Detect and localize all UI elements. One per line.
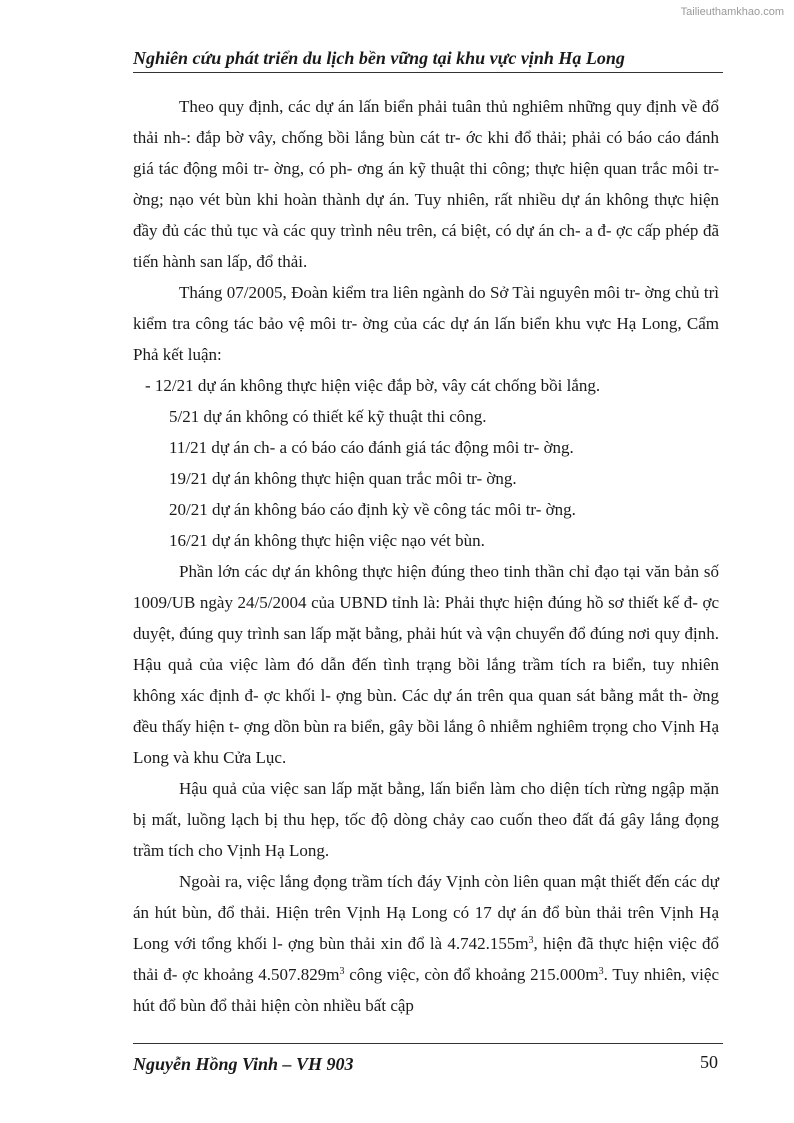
list-item: 11/21 dự án ch- a có báo cáo đánh giá tác động môi tr- ờng. [169,438,574,457]
watermark-text: Tailieuthamkhao.com [680,6,784,18]
paragraph-5 [133,866,719,1021]
paragraph-1: Theo quy định, các dự án lấn biển phải tuân thủ nghiêm những quy định về đổ thải nh-: đắp bờ vây, chống bồi lắng bùn cát tr- ớc khi đổ thải; phải có báo cáo đánh giá tác động môi tr- ờng, có ph- ơng án kỹ thuật thi công; thực hiện quan trắc môi tr- ờng; nạo vét bùn khi hoàn thành dự án. Tuy nhiên, rất nhiều dự án không thực hiện đầy đủ các thủ tục và các quy trình nêu trên, cá biệt, có dự án ch- a đ- ợc cấp phép đã tiến hành san lấp, đổ thải. [133,97,719,271]
paragraph-4: Hậu quả của việc san lấp mặt bằng, lấn biển làm cho diện tích rừng ngập mặn bị mất, luồng lạch bị thu hẹp, tốc độ dòng chảy cao cuốn theo đất đá gây lắng đọng trầm tích cho Vịnh Hạ Long. [133,779,719,860]
superscript: 3 [598,966,604,977]
superscript: 3 [339,966,345,977]
document-body [133,91,719,1021]
list-item: 20/21 dự án không báo cáo định kỳ về công tác môi tr- ờng. [169,500,576,519]
page-header-title: Nghiên cứu phát triển du lịch bền vững tại khu vực vịnh Hạ Long [133,48,625,68]
superscript: 3 [528,935,534,946]
list-item: - 12/21 dự án không thực hiện việc đắp bờ, vây cát chống bồi lắng. [145,376,601,395]
header-divider [133,72,723,73]
list-item: 5/21 dự án không có thiết kế kỹ thuật thi công. [169,407,487,426]
paragraph-5-part-c: công việc, còn đổ khoảng 215.000m [344,965,599,984]
list-item: 16/21 dự án không thực hiện việc nạo vét bùn. [169,531,485,550]
paragraph-3: Phần lớn các dự án không thực hiện đúng theo tinh thần chỉ đạo tại văn bản số 1009/UB ngày 24/5/2004 của UBND tỉnh là: Phải thực hiện đúng hồ sơ thiết kế đ- ợc duyệt, đúng quy trình san lấp mặt bằng, phải hút và vận chuyển đổ đúng nơi quy định. Hậu quả của việc làm đó dẫn đến tình trạng bồi lắng trầm tích ra biển, tuy nhiên không xác định đ- ợc khối l- ợng bùn. Các dự án trên qua quan sát bằng mắt th- ờng đều thấy hiện t- ợng dồn bùn ra biển, gây bồi lắng ô nhiễm nghiêm trọng cho Vịnh Hạ Long và khu Cửa Lục. [133,562,719,767]
paragraph-5-part-a: Ngoài ra, việc lắng đọng trầm tích đáy Vịnh còn liên quan mật thiết đến các dự án hút bùn, đổ thải. Hiện trên Vịnh Hạ Long có 17 dự án đổ bùn thải trên Vịnh Hạ Long với tổng khối l- ợng bùn thải xin đổ là 4.742.155m [133,872,719,953]
paragraph-2: Tháng 07/2005, Đoàn kiểm tra liên ngành do Sở Tài nguyên môi tr- ờng chủ trì kiểm tra công tác bảo vệ môi tr- ờng của các dự án lấn biển khu vực Hạ Long, Cẩm Phả kết luận: [133,283,719,364]
footer-divider [133,1043,723,1044]
list-item: 19/21 dự án không thực hiện quan trắc môi tr- ờng. [169,469,517,488]
footer-author: Nguyễn Hồng Vinh – VH 903 [133,1054,354,1074]
paragraph-5-part-b: , hiện đã thực hiện việc đổ thải đ- ợc khoảng 4.507.829m [133,934,719,984]
page-number: 50 [700,1052,718,1072]
paragraph-5-part-d: . Tuy nhiên, việc hút đổ bùn đổ thải hiện còn nhiều bất cập [133,965,719,1015]
